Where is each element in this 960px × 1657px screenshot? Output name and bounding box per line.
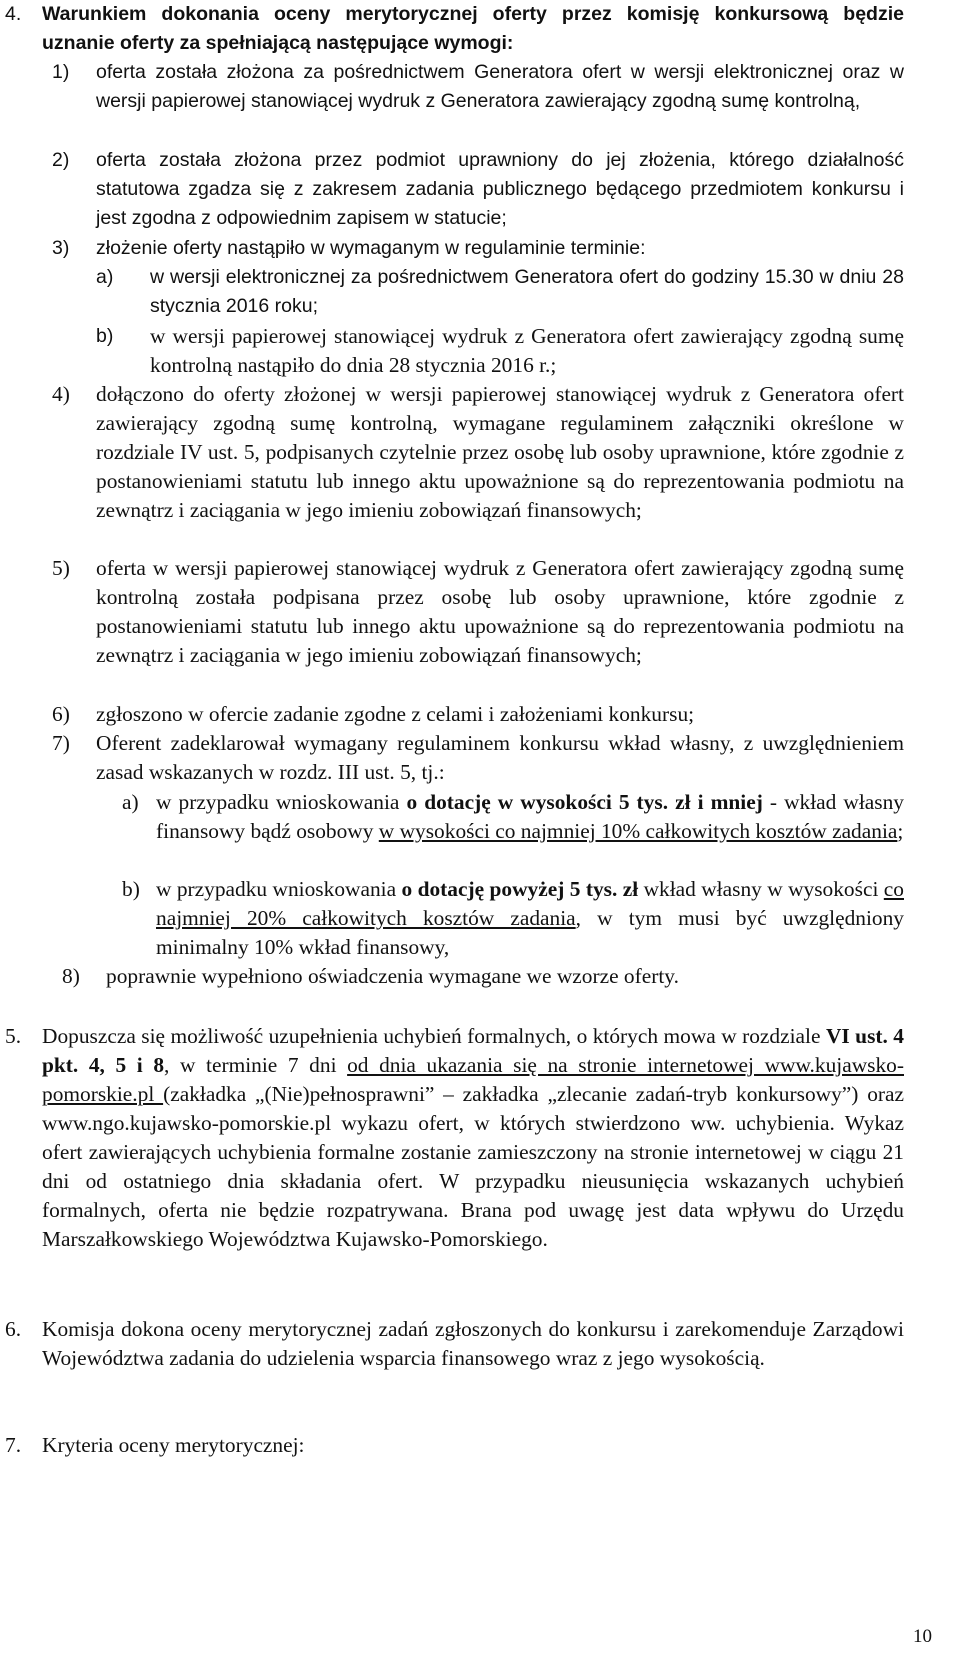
item-6-text: zgłoszono w ofercie zadanie zgodne z celami i założeniami konkursu; <box>96 702 695 726</box>
section-5-number: 5. <box>5 1024 22 1048</box>
item-7b-text-2: wkład własny w wysokości <box>638 877 884 901</box>
item-3a-text: w wersji elektronicznej za pośrednictwem Generatora ofert do godziny 15.30 w dniu 28 stycznia 2016 roku; <box>150 266 904 317</box>
section-7 <box>42 1431 904 1460</box>
item-7b-text-1: w przypadku wnioskowania <box>156 877 402 901</box>
item-8-number: 8) <box>62 964 80 988</box>
item-3b-text: w wersji papierowej stanowiącej wydruk z Generatora ofert zawierający zgodną sumę kontrolną nastąpiło do dnia 28 stycznia 2016 r.; <box>150 324 904 377</box>
item-7a-bold: o dotację w wysokości 5 tys. zł i mniej <box>406 790 763 814</box>
item-3-number: 3) <box>52 237 70 259</box>
item-7b-bold: o dotację powyżej 5 tys. zł <box>401 877 639 901</box>
item-1-number: 1) <box>52 61 70 83</box>
page-number: 10 <box>913 1626 932 1647</box>
section-5 <box>42 1022 904 1254</box>
item-7a <box>156 788 904 846</box>
section-4-heading <box>42 0 904 58</box>
item-8 <box>106 962 904 991</box>
item-4-number: 4) <box>52 382 70 406</box>
section-6-text: Komisja dokona oceny merytorycznej zadań zgłoszonych do konkursu i zarekomenduje Zarządowi Województwa zadania do udzielenia wsparcia finansowego wraz z jego wysokością. <box>42 1317 904 1370</box>
item-7-number: 7) <box>52 731 70 755</box>
section-5-bold: VI ust. 4 pkt. 4, 5 i 8 <box>42 1024 905 1077</box>
item-3a <box>150 263 904 321</box>
section-6-number: 6. <box>5 1317 22 1341</box>
item-7a-number: a) <box>122 790 139 814</box>
item-2-text: oferta została złożona przez podmiot uprawniony do jej złożenia, którego działalność statutowa zgadza się z zakresem zadania publicznego będącego przedmiotem konkursu i jest zgodna z odpowiednim zapisem w statucie; <box>96 149 904 229</box>
item-7a-text-1: w przypadku wnioskowania <box>156 790 407 814</box>
item-6-number: 6) <box>52 702 70 726</box>
item-2-number: 2) <box>52 149 70 171</box>
item-7a-underlined: w wysokości co najmniej 10% całkowitych kosztów zadania <box>378 819 898 843</box>
item-5-number: 5) <box>52 556 70 580</box>
item-4 <box>96 380 904 525</box>
item-3b <box>150 322 904 380</box>
item-7a-text-3: ; <box>897 819 904 843</box>
item-7b-underlined: co najmniej 20% całkowitych kosztów zadania <box>156 877 904 930</box>
item-8-text: poprawnie wypełniono oświadczenia wymagane we wzorze oferty. <box>106 964 679 988</box>
item-6 <box>96 700 904 729</box>
item-3a-number: a) <box>96 266 114 288</box>
section-4-heading-text: Warunkiem dokonania oceny merytorycznej oferty przez komisję konkursową będzie uznanie oferty za spełniającą następujące wymogi: <box>42 3 904 54</box>
section-7-text: Kryteria oceny merytorycznej: <box>42 1433 305 1457</box>
section-6 <box>42 1315 904 1373</box>
section-4-number: 4. <box>5 3 22 25</box>
section-5-underlined: od dnia ukazania się na stronie internetowej www.kujawsko-pomorskie.pl <box>42 1053 904 1106</box>
item-3-text: złożenie oferty nastąpiło w wymaganym w regulaminie terminie: <box>96 237 646 259</box>
section-5-text-1: Dopuszcza się możliwość uzupełnienia uchybień formalnych, o których mowa w rozdziale <box>42 1024 826 1048</box>
item-7b <box>156 875 904 962</box>
section-7-number: 7. <box>5 1433 22 1457</box>
item-1-text: oferta została złożona za pośrednictwem Generatora ofert w wersji elektronicznej oraz w wersji papierowej stanowiącej wydruk z Generatora zawierający zgodną sumę kontrolną, <box>96 61 904 112</box>
section-5-text-3: (zakładka „(Nie)pełnosprawni” – zakładka „zlecanie zadań-tryb konkursowy”) oraz www.ngo.kujawsko-pomorskie.pl wykazu ofert, w których stwierdzono ww. uchybienia. Wykaz ofert zawierających uchybienia formalne zostanie zamieszczony na stronie internetowej w ciągu 21 dni od ostatniego dnia składania ofert. W przypadku nieusunięcia wskazanych uchybień formalnych, oferta nie będzie rozpatrywana. Brana pod uwagę jest data wpływu do Urzędu Marszałkowskiego Województwa Kujawsko-Pomorskiego. <box>42 1082 904 1251</box>
item-3 <box>96 234 904 263</box>
item-1 <box>96 58 904 116</box>
item-2 <box>96 146 904 233</box>
item-3b-number: b) <box>96 325 114 347</box>
item-7 <box>96 729 904 787</box>
item-7b-text-3: , w tym musi być uwzględniony minimalny 10% wkład finansowy, <box>156 906 904 959</box>
item-4-text: dołączono do oferty złożonej w wersji papierowej stanowiącej wydruk z Generatora ofert zawierający zgodną sumę kontrolną, wymagane regulaminem załączniki określone w rozdziale IV ust. 5, podpisanych czytelnie przez osobę lub osoby uprawnione, które zgodnie z postanowieniami statutu lub innego aktu upoważnione są do reprezentowania podmiotu na zewnątrz i zaciągania w jego imieniu zobowiązań finansowych; <box>96 382 904 522</box>
item-5 <box>96 554 904 670</box>
item-7a-text-2: - wkład własny finansowy bądź osobowy <box>156 790 904 843</box>
item-7-text: Oferent zadeklarował wymagany regulaminem konkursu wkład własny, z uwzględnieniem zasad wskazanych w rozdz. III ust. 5, tj.: <box>96 731 904 784</box>
section-5-text-2: , w terminie 7 dni <box>164 1053 348 1077</box>
item-7b-number: b) <box>122 877 140 901</box>
item-5-text: oferta w wersji papierowej stanowiącej wydruk z Generatora ofert zawierający zgodną sumę kontrolną została podpisana przez osobę lub osoby uprawnione, które zgodnie z postanowieniami statutu lub innego aktu upoważnione są do reprezentowania podmiotu na zewnątrz i zaciągania w jego imieniu zobowiązań finansowych; <box>96 556 904 667</box>
